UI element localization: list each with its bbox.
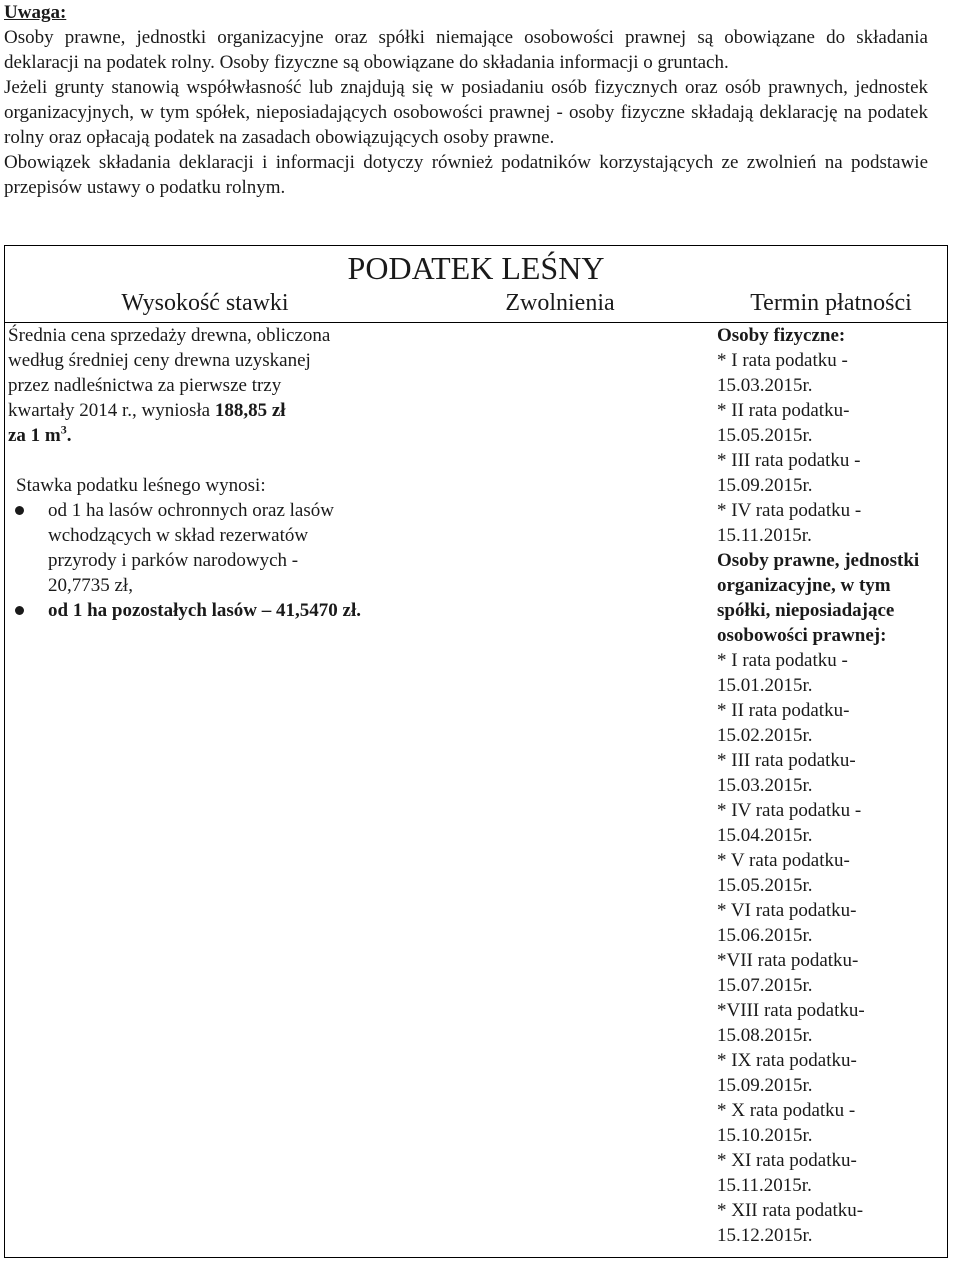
installment-line: 15.05.2015r. [717, 875, 813, 896]
bullet-icon [15, 606, 24, 615]
rate-bullet-protected [8, 498, 405, 598]
exemptions-cell [405, 323, 715, 1248]
installment-line: * I rata podatku - [717, 350, 848, 371]
note-paragraph: Osoby prawne, jednostki organizacyjne oraz spółki niemające osobowości prawnej są obowiązane do składania deklaracji na podatek rolny. Osoby fizyczne są obowiązane do składania informacji o gruntach. [4, 27, 928, 73]
installment-line: 15.12.2015r. [717, 1225, 813, 1246]
average-price: 188,85 zł [214, 400, 286, 421]
header-exemptions: Zwolnienia [505, 290, 615, 316]
installment-line: *VII rata podatku- [717, 950, 859, 971]
bullet-line: 20,7735 zł, [48, 575, 133, 596]
installment-line: * II rata podatku- [717, 400, 850, 421]
installment-line: 15.05.2015r. [717, 425, 813, 446]
bullet-line: od 1 ha lasów ochronnych oraz lasów [48, 500, 334, 521]
legal-persons-installments [717, 648, 947, 1248]
rate-line: według średniej ceny drewna uzyskanej [8, 350, 311, 371]
bullet-line: wchodzących w skład rezerwatów [48, 525, 309, 546]
installment-line: 15.02.2015r. [717, 725, 813, 746]
note-heading: Uwaga: [4, 2, 67, 23]
table-header-row [5, 286, 947, 323]
rate-cell [5, 323, 405, 1248]
installment-line: * X rata podatku - [717, 1100, 856, 1121]
installment-line: 15.07.2015r. [717, 975, 813, 996]
installment-line: 15.06.2015r. [717, 925, 813, 946]
installment-line: *VIII rata podatku- [717, 1000, 865, 1021]
installment-line: 15.09.2015r. [717, 475, 813, 496]
header-rate: Wysokość stawki [121, 290, 289, 316]
rate-line [8, 398, 405, 423]
installment-line: 15.03.2015r. [717, 375, 813, 396]
installment-line: 15.08.2015r. [717, 1025, 813, 1046]
installment-line: 15.10.2015r. [717, 1125, 813, 1146]
bullet-line: od 1 ha pozostałych lasów – 41,5470 zł. [48, 600, 361, 621]
installment-line: 15.03.2015r. [717, 775, 813, 796]
installment-line: * IV rata podatku - [717, 800, 862, 821]
installment-line: * II rata podatku- [717, 700, 850, 721]
installment-line: 15.11.2015r. [717, 525, 812, 546]
note-paragraph: Jeżeli grunty stanowią współwłasność lub znajdują się w posiadaniu osób fizycznych oraz osób prawnych, jednostek organizacyjnych, w tym spółek, nieposiadających osobowości prawnej - osoby fizyczne składają deklarację na podatek rolny oraz opłacają podatek na zasadach obowiązujących osoby prawne. [4, 77, 928, 148]
installment-line: * VI rata podatku- [717, 900, 857, 921]
natural-persons-heading: Osoby fizyczne: [717, 325, 846, 346]
legal-persons-heading [717, 548, 947, 648]
installment-line: 15.04.2015r. [717, 825, 813, 846]
installment-line: * I rata podatku - [717, 650, 848, 671]
installment-line: 15.11.2015r. [717, 1175, 812, 1196]
bullet-line: przyrody i parków narodowych - [48, 550, 299, 571]
installment-line: * III rata podatku- [717, 750, 856, 771]
installment-line: * IV rata podatku - [717, 500, 862, 521]
table-body-row [5, 323, 947, 1248]
rate-unit-period: . [66, 425, 72, 446]
bullet-icon [15, 506, 24, 515]
installment-line: * V rata podatku- [717, 850, 850, 871]
rate-bullet-other [8, 598, 405, 623]
installment-line: * IX rata podatku- [717, 1050, 857, 1071]
legal-heading-line: organizacyjne, w tym [717, 575, 891, 596]
forest-tax-table [4, 245, 948, 1258]
note-paragraph: Obowiązek składania deklaracji i informacji dotyczy również podatników korzystających ze zwolnień na podstawie przepisów ustawy o podatku rolnym. [4, 152, 928, 198]
header-payment-deadline: Termin płatności [750, 290, 912, 316]
installment-line: * III rata podatku - [717, 450, 861, 471]
rate-line-text: kwartały 2014 r., wyniosła [8, 400, 215, 421]
stawka-intro: Stawka podatku leśnego wynosi: [16, 475, 266, 496]
rate-line: przez nadleśnictwa za pierwsze trzy [8, 375, 282, 396]
legal-heading-line: osobowości prawnej: [717, 625, 887, 646]
rate-unit-exponent: 3 [60, 422, 67, 437]
rate-unit [8, 423, 405, 448]
payment-deadline-cell [715, 323, 947, 1248]
installment-line: 15.09.2015r. [717, 1075, 813, 1096]
rate-unit-text: za 1 m [8, 425, 61, 446]
legal-heading-line: spółki, nieposiadające [717, 600, 895, 621]
note-section [4, 0, 928, 200]
installment-line: * XII rata podatku- [717, 1200, 864, 1221]
legal-heading-line: Osoby prawne, jednostki [717, 550, 920, 571]
table-title: PODATEK LEŚNY [347, 250, 605, 286]
installment-line: * XI rata podatku- [717, 1150, 857, 1171]
installment-line: 15.01.2015r. [717, 675, 813, 696]
rate-line: Średnia cena sprzedaży drewna, obliczona [8, 325, 331, 346]
natural-persons-installments [717, 348, 947, 548]
